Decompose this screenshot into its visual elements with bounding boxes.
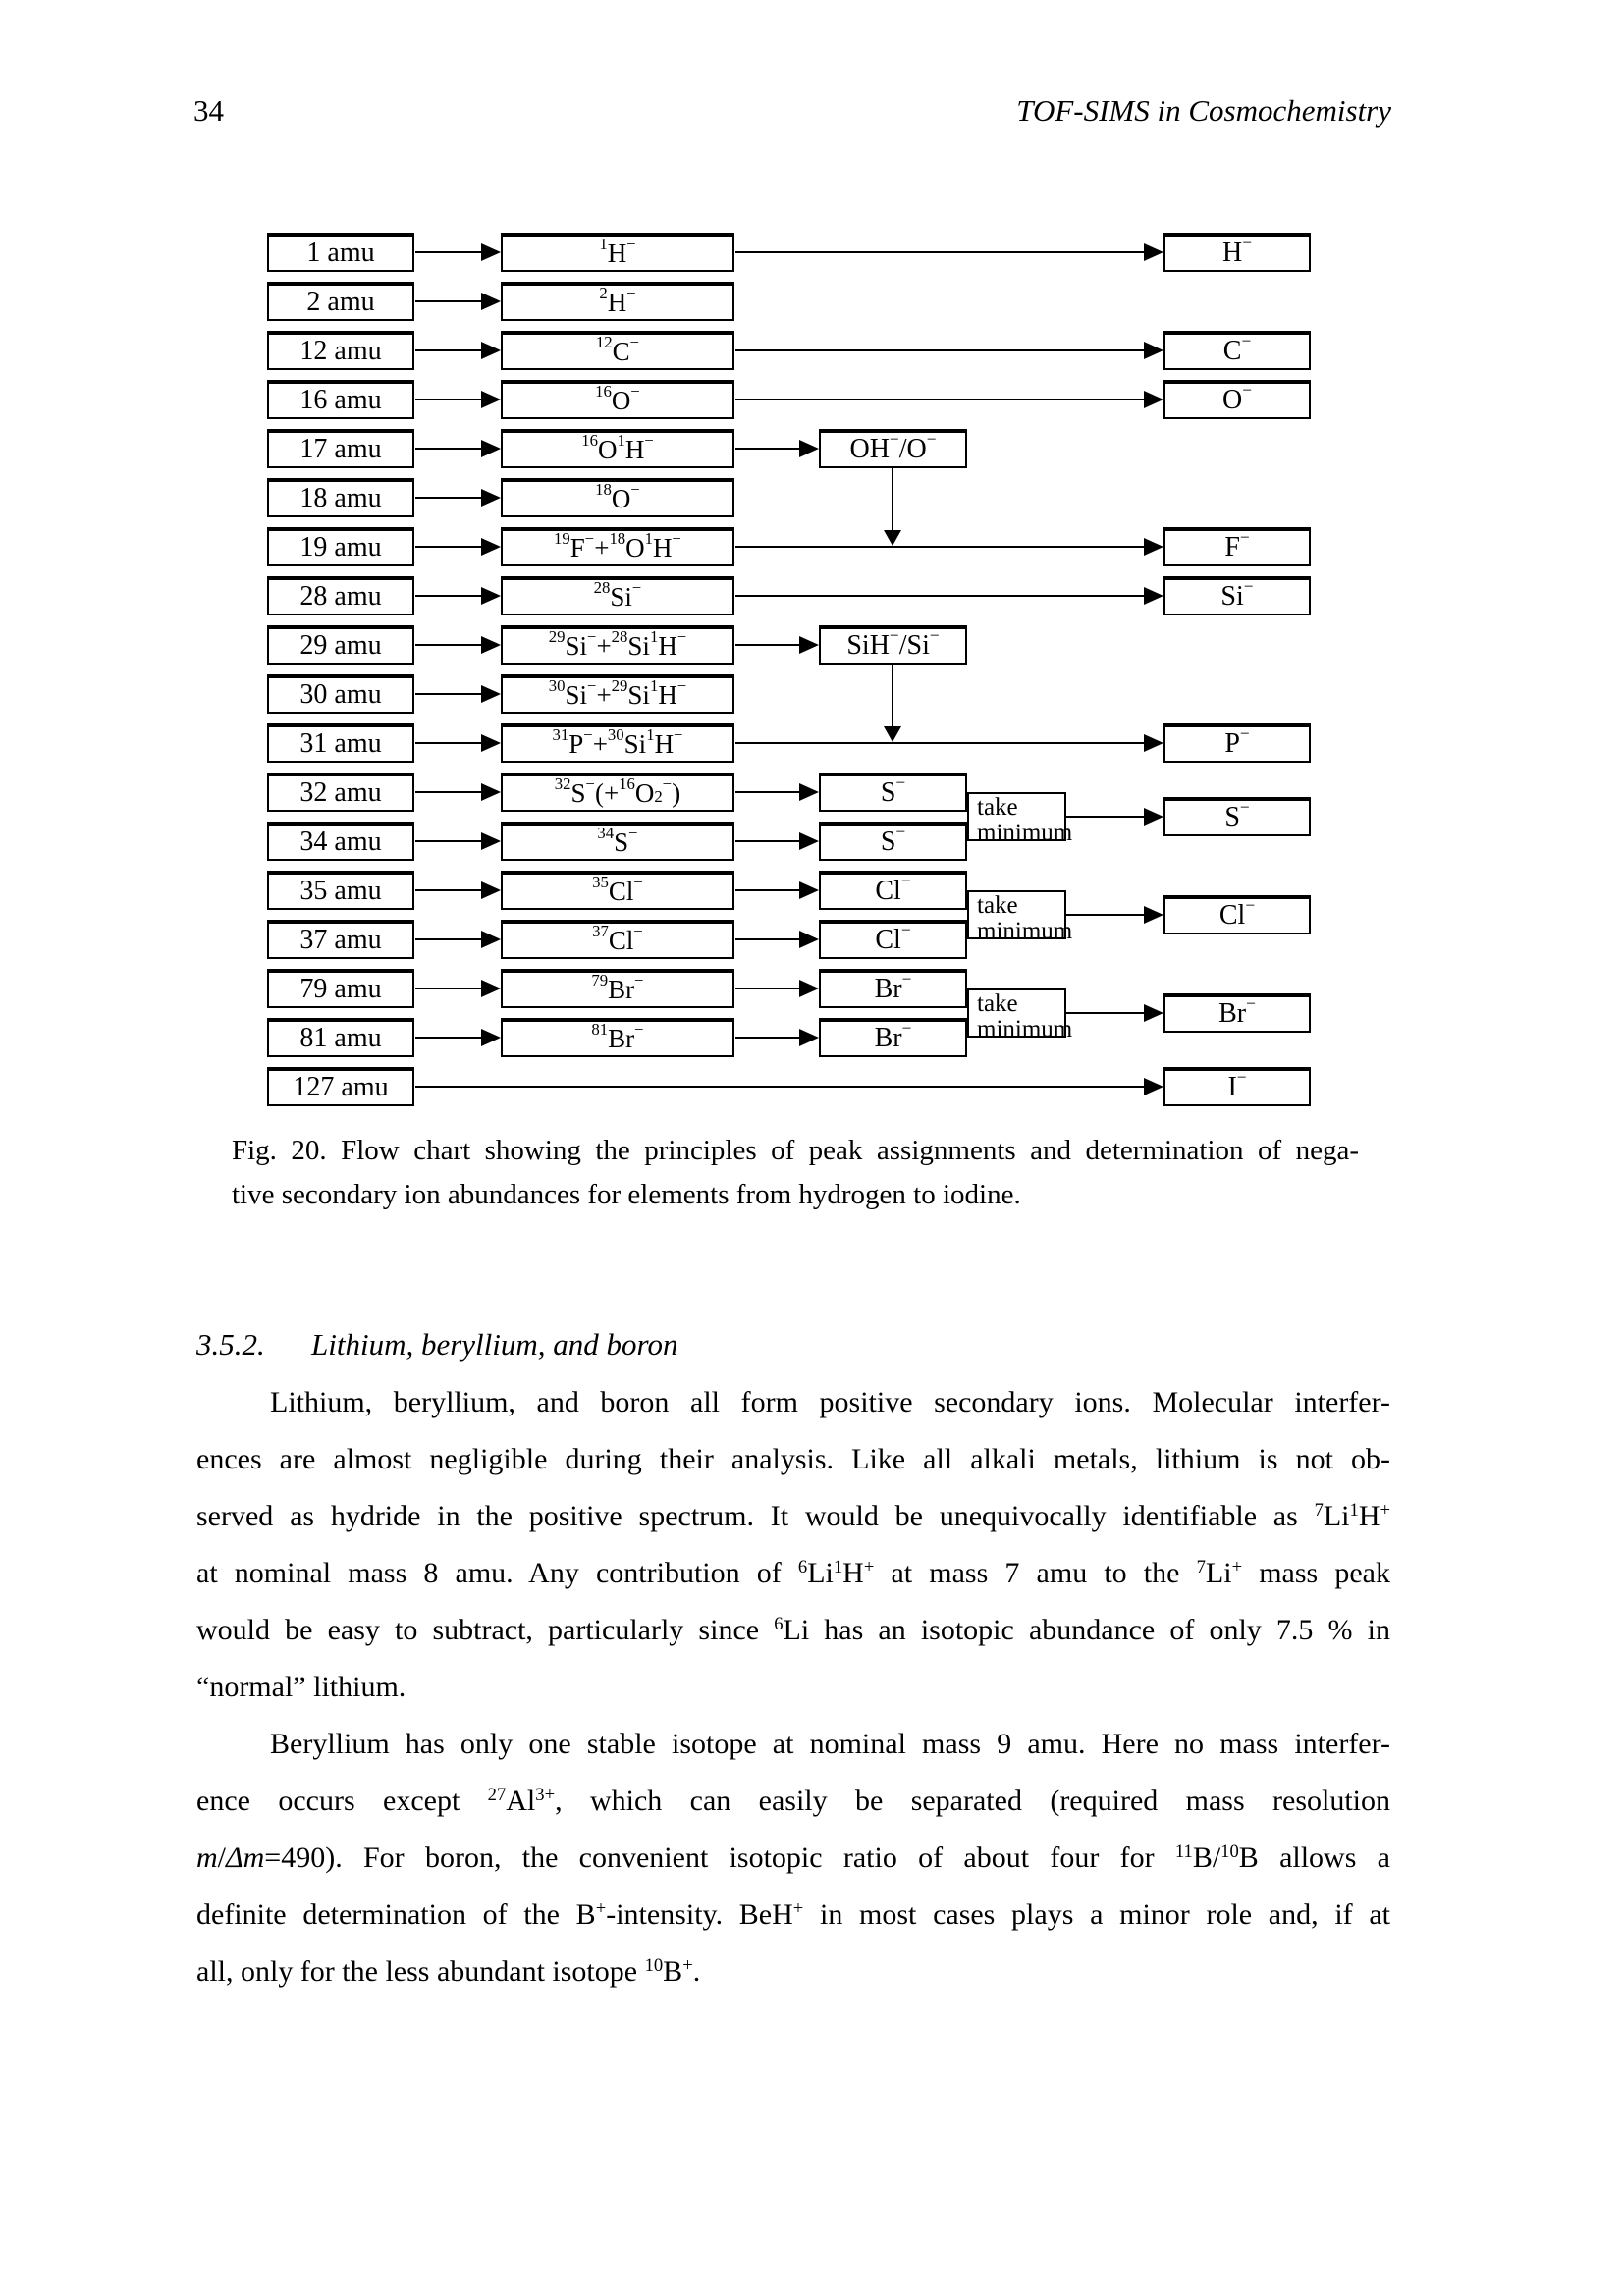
body-text bbox=[196, 1374, 1390, 2001]
ion-box: $^{31}$ P − + $^{30}$ Si $^1$ H − bbox=[501, 723, 734, 763]
section-title: Lithium, beryllium, and boron bbox=[311, 1327, 678, 1362]
section-heading bbox=[196, 1327, 677, 1362]
body-line: ence occurs except $^{27}Al^{3+}$, which can easily be separated (required mass resolution bbox=[196, 1784, 1391, 1817]
mass-box: 34 amu bbox=[267, 822, 414, 861]
mass-box: 19 amu bbox=[267, 527, 414, 566]
arrow bbox=[415, 938, 481, 940]
mass-box: 28 amu bbox=[267, 576, 414, 615]
arrow bbox=[1066, 816, 1144, 818]
element-box: H − bbox=[1163, 233, 1311, 272]
intermediate-box: S − bbox=[819, 822, 967, 861]
ion-box: $^{32}$ S − (+ $^{16}$ O $_2$ − ) bbox=[501, 773, 734, 812]
arrow bbox=[415, 693, 481, 695]
ion-box: $^{81}$ Br − bbox=[501, 1018, 734, 1057]
ion-box: $^2$ H − bbox=[501, 282, 734, 321]
body-line: at nominal mass 8 amu. Any contribution of $^6$Li$^1$H+ at mass 7 amu to the $^7$Li+ mass peak bbox=[196, 1556, 1390, 1589]
arrow bbox=[735, 595, 1144, 597]
mass-box: 17 amu bbox=[267, 429, 414, 468]
mass-box: 127 amu bbox=[267, 1067, 414, 1106]
arrow bbox=[1066, 914, 1144, 916]
arrow bbox=[735, 1037, 799, 1039]
arrow bbox=[735, 889, 799, 891]
arrow bbox=[735, 399, 1144, 400]
body-line: would be easy to subtract, particularly since $^6$Li has an isotopic abundance of only 7.5 % in bbox=[196, 1613, 1390, 1646]
arrow bbox=[415, 644, 481, 646]
ion-box: $^{19}$ F − + $^{18}$ O $^1$ H − bbox=[501, 527, 734, 566]
mass-box: 18 amu bbox=[267, 478, 414, 517]
body-line: definite determination of the B+-intensity. BeH+ in most cases plays a minor role and, if at bbox=[196, 1897, 1390, 1931]
arrow bbox=[735, 742, 1144, 744]
caption-line: Fig. 20. Flow chart showing the principles of peak assignments and determination of nega- bbox=[232, 1135, 1359, 1166]
arrow bbox=[735, 938, 799, 940]
arrow bbox=[735, 349, 1144, 351]
element-box: C − bbox=[1163, 331, 1311, 370]
mass-box: 31 amu bbox=[267, 723, 414, 763]
intermediate-box: SiH − /Si − bbox=[819, 625, 967, 665]
ion-box: $^{79}$ Br − bbox=[501, 969, 734, 1008]
arrow bbox=[415, 595, 481, 597]
mass-box: 37 amu bbox=[267, 920, 414, 959]
body-line: Lithium, beryllium, and boron all form positive secondary ions. Molecular interfer- bbox=[270, 1386, 1390, 1418]
page-number: 34 bbox=[193, 93, 224, 128]
arrow bbox=[735, 251, 1144, 253]
take-minimum-box: take minimum bbox=[967, 792, 1066, 841]
ion-box: $^1$ H − bbox=[501, 233, 734, 272]
mass-box: 79 amu bbox=[267, 969, 414, 1008]
element-box: F − bbox=[1163, 527, 1311, 566]
arrow bbox=[735, 448, 799, 450]
ion-box: $^{16}$ O $^1$ H − bbox=[501, 429, 734, 468]
ion-box: $^{18}$ O − bbox=[501, 478, 734, 517]
ion-box: $^{30}$ Si − + $^{29}$ Si $^1$ H − bbox=[501, 674, 734, 714]
down-arrow bbox=[892, 468, 893, 530]
ion-box: $^{28}$ Si − bbox=[501, 576, 734, 615]
intermediate-box: OH − /O − bbox=[819, 429, 967, 468]
arrow bbox=[1066, 1012, 1144, 1014]
arrow bbox=[415, 349, 481, 351]
down-arrow bbox=[892, 665, 893, 726]
running-title: TOF-SIMS in Cosmochemistry bbox=[1016, 93, 1391, 128]
intermediate-box: Cl − bbox=[819, 871, 967, 910]
arrow bbox=[735, 644, 799, 646]
body-line: Beryllium has only one stable isotope at nominal mass 9 amu. Here no mass interfer- bbox=[270, 1728, 1390, 1760]
body-line: m/Δm=490). For boron, the convenient isotopic ratio of about four for $^{11}$B/$^{10}$B allows a bbox=[196, 1841, 1390, 1874]
intermediate-box: S − bbox=[819, 773, 967, 812]
body-line: served as hydride in the positive spectrum. It would be unequivocally identifiable as $^7$Li$^1$H+ bbox=[196, 1499, 1390, 1532]
arrow bbox=[735, 988, 799, 989]
intermediate-box: Cl − bbox=[819, 920, 967, 959]
arrow bbox=[735, 791, 799, 793]
take-minimum-box: take minimum bbox=[967, 890, 1066, 939]
element-box: O − bbox=[1163, 380, 1311, 419]
element-box: I − bbox=[1163, 1067, 1311, 1106]
mass-box: 16 amu bbox=[267, 380, 414, 419]
ion-box: $^{16}$ O − bbox=[501, 380, 734, 419]
mass-box: 29 amu bbox=[267, 625, 414, 665]
arrow bbox=[415, 546, 481, 548]
intermediate-box: Br − bbox=[819, 1018, 967, 1057]
arrow bbox=[415, 300, 481, 302]
arrow bbox=[415, 1086, 1144, 1088]
ion-box: $^{29}$ Si − + $^{28}$ Si $^1$ H − bbox=[501, 625, 734, 665]
mass-box: 2 amu bbox=[267, 282, 414, 321]
arrow bbox=[415, 497, 481, 499]
element-box: P − bbox=[1163, 723, 1311, 763]
element-box: Cl − bbox=[1163, 895, 1311, 934]
ion-box: $^{35}$ Cl − bbox=[501, 871, 734, 910]
arrow bbox=[415, 399, 481, 400]
ion-box: $^{34}$ S − bbox=[501, 822, 734, 861]
element-box: S − bbox=[1163, 797, 1311, 836]
mass-box: 30 amu bbox=[267, 674, 414, 714]
element-box: Si − bbox=[1163, 576, 1311, 615]
arrow bbox=[415, 1037, 481, 1039]
mass-box: 12 amu bbox=[267, 331, 414, 370]
mass-box: 35 amu bbox=[267, 871, 414, 910]
body-line: all, only for the less abundant isotope $^{10}$B+. bbox=[196, 1954, 701, 1988]
arrow bbox=[415, 251, 481, 253]
ion-box: $^{12}$ C − bbox=[501, 331, 734, 370]
arrow bbox=[735, 546, 1144, 548]
arrow bbox=[415, 791, 481, 793]
mass-box: 32 amu bbox=[267, 773, 414, 812]
figure-caption bbox=[232, 1129, 1359, 1217]
arrow bbox=[415, 448, 481, 450]
mass-box: 1 amu bbox=[267, 233, 414, 272]
take-minimum-box: take minimum bbox=[967, 988, 1066, 1038]
mass-box: 81 amu bbox=[267, 1018, 414, 1057]
arrow bbox=[415, 742, 481, 744]
arrow bbox=[735, 840, 799, 842]
body-line: “normal” lithium. bbox=[196, 1671, 406, 1703]
element-box: Br − bbox=[1163, 993, 1311, 1033]
arrow bbox=[415, 988, 481, 989]
body-line: ences are almost negligible during their analysis. Like all alkali metals, lithium is not ob- bbox=[196, 1443, 1390, 1475]
intermediate-box: Br − bbox=[819, 969, 967, 1008]
section-number: 3.5.2. bbox=[196, 1327, 265, 1362]
caption-line: tive secondary ion abundances for elements from hydrogen to iodine. bbox=[232, 1179, 1021, 1210]
arrow bbox=[415, 889, 481, 891]
arrow bbox=[415, 840, 481, 842]
ion-box: $^{37}$ Cl − bbox=[501, 920, 734, 959]
